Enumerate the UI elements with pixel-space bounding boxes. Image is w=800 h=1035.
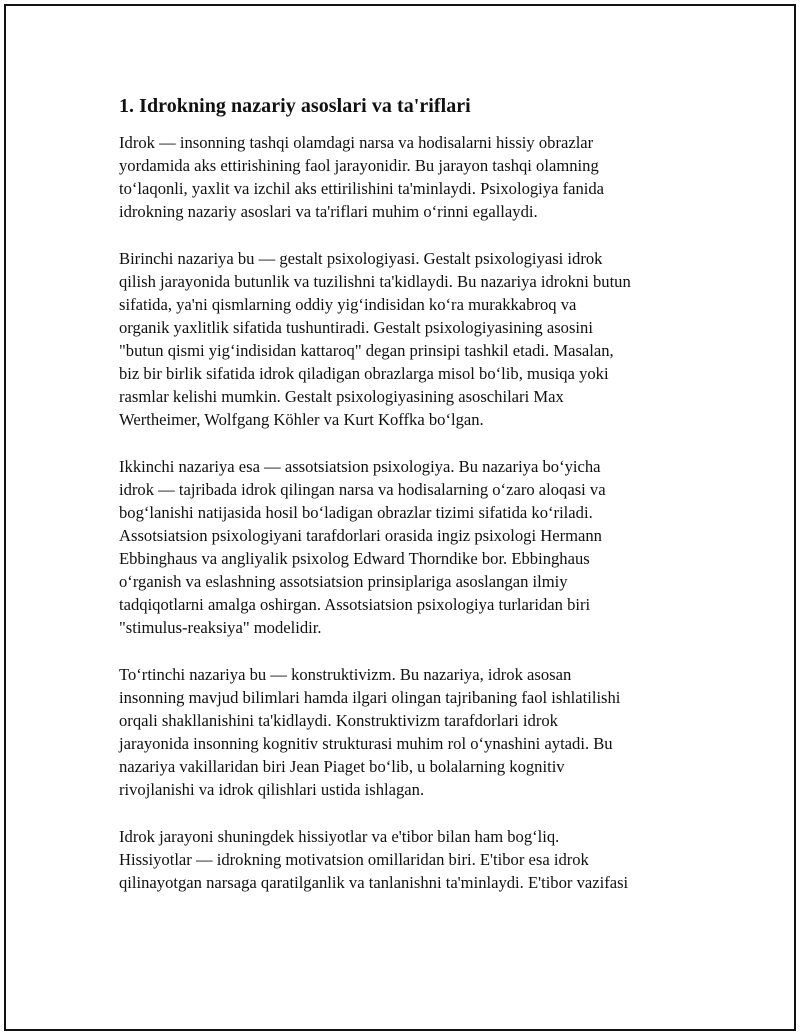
text-line: "stimulus-reaksiya" modelidir. — [119, 618, 322, 637]
paragraph-1 — [119, 131, 694, 223]
text-line: Idrok jarayoni shuningdek hissiyotlar va e'tibor bilan ham bog‘liq. — [119, 827, 560, 846]
text-line: orqali shakllanishini ta'kidlaydi. Konstruktivizm tarafdorlari idrok — [119, 711, 558, 730]
text-line: jarayonida insonning kognitiv strukturasi muhim rol o‘ynashini aytadi. Bu — [119, 734, 613, 753]
paragraph-5 — [119, 825, 694, 894]
text-line: Ebbinghaus va angliyalik psixolog Edward Thorndike bor. Ebbinghaus — [119, 549, 590, 568]
text-line: rasmlar kelishi mumkin. Gestalt psixologiyasining asoschilari Max — [119, 387, 564, 406]
text-line: yordamida aks ettirishining faol jarayonidir. Bu jarayon tashqi olamning — [119, 156, 599, 175]
text-line: "butun qismi yig‘indisidan kattaroq" degan prinsipi tashkil etadi. Masalan, — [119, 341, 614, 360]
section-title: 1. Idrokning nazariy asoslari va ta'riflari — [119, 95, 471, 117]
text-line: qilish jarayonida butunlik va tuzilishni ta'kidlaydi. Bu nazariya idrokni butun — [119, 272, 631, 291]
text-line: Assotsiatsion psixologiyani tarafdorlari orasida ingiz psixologi Hermann — [119, 526, 602, 545]
text-line: insonning mavjud bilimlari hamda ilgari olingan tajribaning faol ishlatilishi — [119, 688, 621, 707]
paragraph-3 — [119, 455, 694, 639]
text-line: tadqiqotlarni amalga oshirgan. Assotsiatsion psixologiya turlaridan biri — [119, 595, 591, 614]
text-line: Idrok — insonning tashqi olamdagi narsa va hodisalarni hissiy obrazlar — [119, 133, 594, 152]
text-line: idrok — tajribada idrok qilingan narsa va hodisalarning o‘zaro aloqasi va — [119, 480, 606, 499]
text-line: rivojlanishi va idrok qilishlari ustida ishlagan. — [119, 780, 425, 799]
text-line: nazariya vakillaridan biri Jean Piaget bo‘lib, u bolalarning kognitiv — [119, 757, 565, 776]
text-line: bog‘lanishi natijasida hosil bo‘ladigan obrazlar tizimi sifatida ko‘riladi. — [119, 503, 593, 522]
text-line: Wertheimer, Wolfgang Köhler va Kurt Koffka bo‘lgan. — [119, 410, 484, 429]
text-line: To‘rtinchi nazariya bu — konstruktivizm. Bu nazariya, idrok asosan — [119, 665, 572, 684]
text-line: Birinchi nazariya bu — gestalt psixologiyasi. Gestalt psixologiyasi idrok — [119, 249, 603, 268]
paragraph-4 — [119, 663, 694, 801]
text-line: to‘laqonli, yaxlit va izchil aks ettirilishini ta'minlaydi. Psixologiya fanida — [119, 179, 605, 198]
paragraph-2 — [119, 247, 694, 431]
text-line: idrokning nazariy asoslari va ta'riflari muhim o‘rinni egallaydi. — [119, 202, 538, 221]
text-line: Hissiyotlar — idrokning motivatsion omillaridan biri. E'tibor esa idrok — [119, 850, 589, 869]
text-line: sifatida, ya'ni qismlarning oddiy yig‘indisidan ko‘ra murakkabroq va — [119, 295, 577, 314]
text-line: Ikkinchi nazariya esa — assotsiatsion psixologiya. Bu nazariya bo‘yicha — [119, 457, 601, 476]
document-content — [119, 92, 694, 918]
text-line: qilinayotgan narsaga qaratilganlik va tanlanishni ta'minlaydi. E'tibor vazifasi — [119, 873, 629, 892]
text-line: o‘rganish va eslashning assotsiatsion prinsiplariga asoslangan ilmiy — [119, 572, 568, 591]
text-line: biz bir birlik sifatida idrok qiladigan obrazlarga misol bo‘lib, musiqa yoki — [119, 364, 609, 383]
text-line: organik yaxlitlik sifatida tushuntiradi. Gestalt psixologiyasining asosini — [119, 318, 593, 337]
